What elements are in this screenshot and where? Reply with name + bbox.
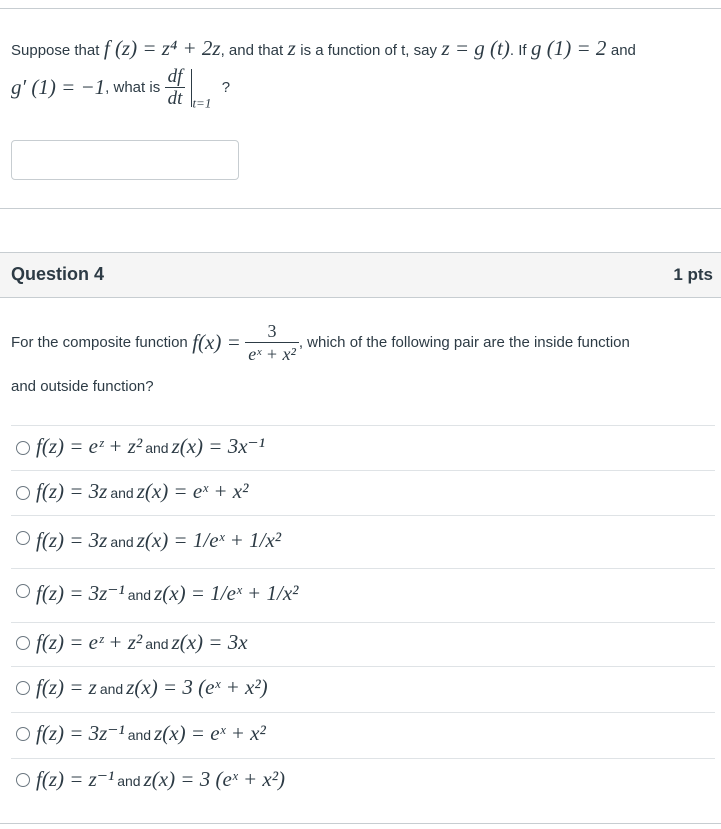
question-points: 1 pts <box>673 265 713 284</box>
q4-prompt-line1: For the composite function f(x) = $\frac{3}{\text{eˣ + x²}}$ , which of the following pair are the inside function <box>11 321 630 364</box>
q3-divider <box>0 208 721 209</box>
bottom-divider <box>0 823 721 824</box>
z-equals-g: z = g (t) <box>441 36 510 60</box>
derivative-fraction: $\frac{df}{dt}$ <box>165 66 186 109</box>
answer-option[interactable]: f(z) = eᶻ + z² and z(x) = 3x⁻¹ <box>11 425 715 466</box>
answer-option[interactable]: f(z) = z and z(x) = 3 (eˣ + x²) <box>11 666 715 711</box>
radio-button[interactable] <box>16 681 30 695</box>
radio-button[interactable] <box>16 636 30 650</box>
radio-button[interactable] <box>16 486 30 500</box>
g-value: g (1) = 2 <box>531 36 607 60</box>
radio-button[interactable] <box>16 773 30 787</box>
f-definition: f (z) = z⁴ + 2z <box>103 36 221 60</box>
q3-prompt-line1: Suppose that f (z) = z⁴ + 2z, and that z is a function of t, say z = g (t). If g (1) = 2 and <box>11 36 636 60</box>
composite-function-fraction: $\frac{3}{\text{eˣ + x²}}$ <box>245 320 299 365</box>
q3-answer-input[interactable] <box>11 140 239 180</box>
answer-option[interactable]: f(z) = z⁻¹ and z(x) = 3 (eˣ + x²) <box>11 758 715 803</box>
g-prime-value: g′ (1) = −1 <box>11 75 106 99</box>
answer-option[interactable]: f(z) = 3z⁻¹ and z(x) = 1/eˣ + 1/x² <box>11 568 715 619</box>
answer-option[interactable]: f(z) = 3z and z(x) = 1/eˣ + 1/x² <box>11 515 715 566</box>
question-4-header <box>0 252 721 298</box>
question-title: Question 4 <box>11 264 105 284</box>
q3-prompt-line2: g′ (1) = −1, what is $\frac{df}{dt}$ $_{t=1}$ ? <box>11 66 231 111</box>
top-divider <box>0 8 721 9</box>
radio-button[interactable] <box>16 727 30 741</box>
radio-button[interactable] <box>16 441 30 455</box>
eval-subscript: t=1 <box>192 95 212 111</box>
answer-option[interactable]: f(z) = 3z and z(x) = eˣ + x² <box>11 470 715 511</box>
q4-prompt-line2: and outside function? <box>11 378 154 395</box>
answer-option[interactable]: f(z) = eᶻ + z² and z(x) = 3x <box>11 622 715 663</box>
radio-button[interactable] <box>16 584 30 598</box>
radio-button[interactable] <box>16 531 30 545</box>
answer-option[interactable]: f(z) = 3z⁻¹ and z(x) = eˣ + x² <box>11 712 715 757</box>
